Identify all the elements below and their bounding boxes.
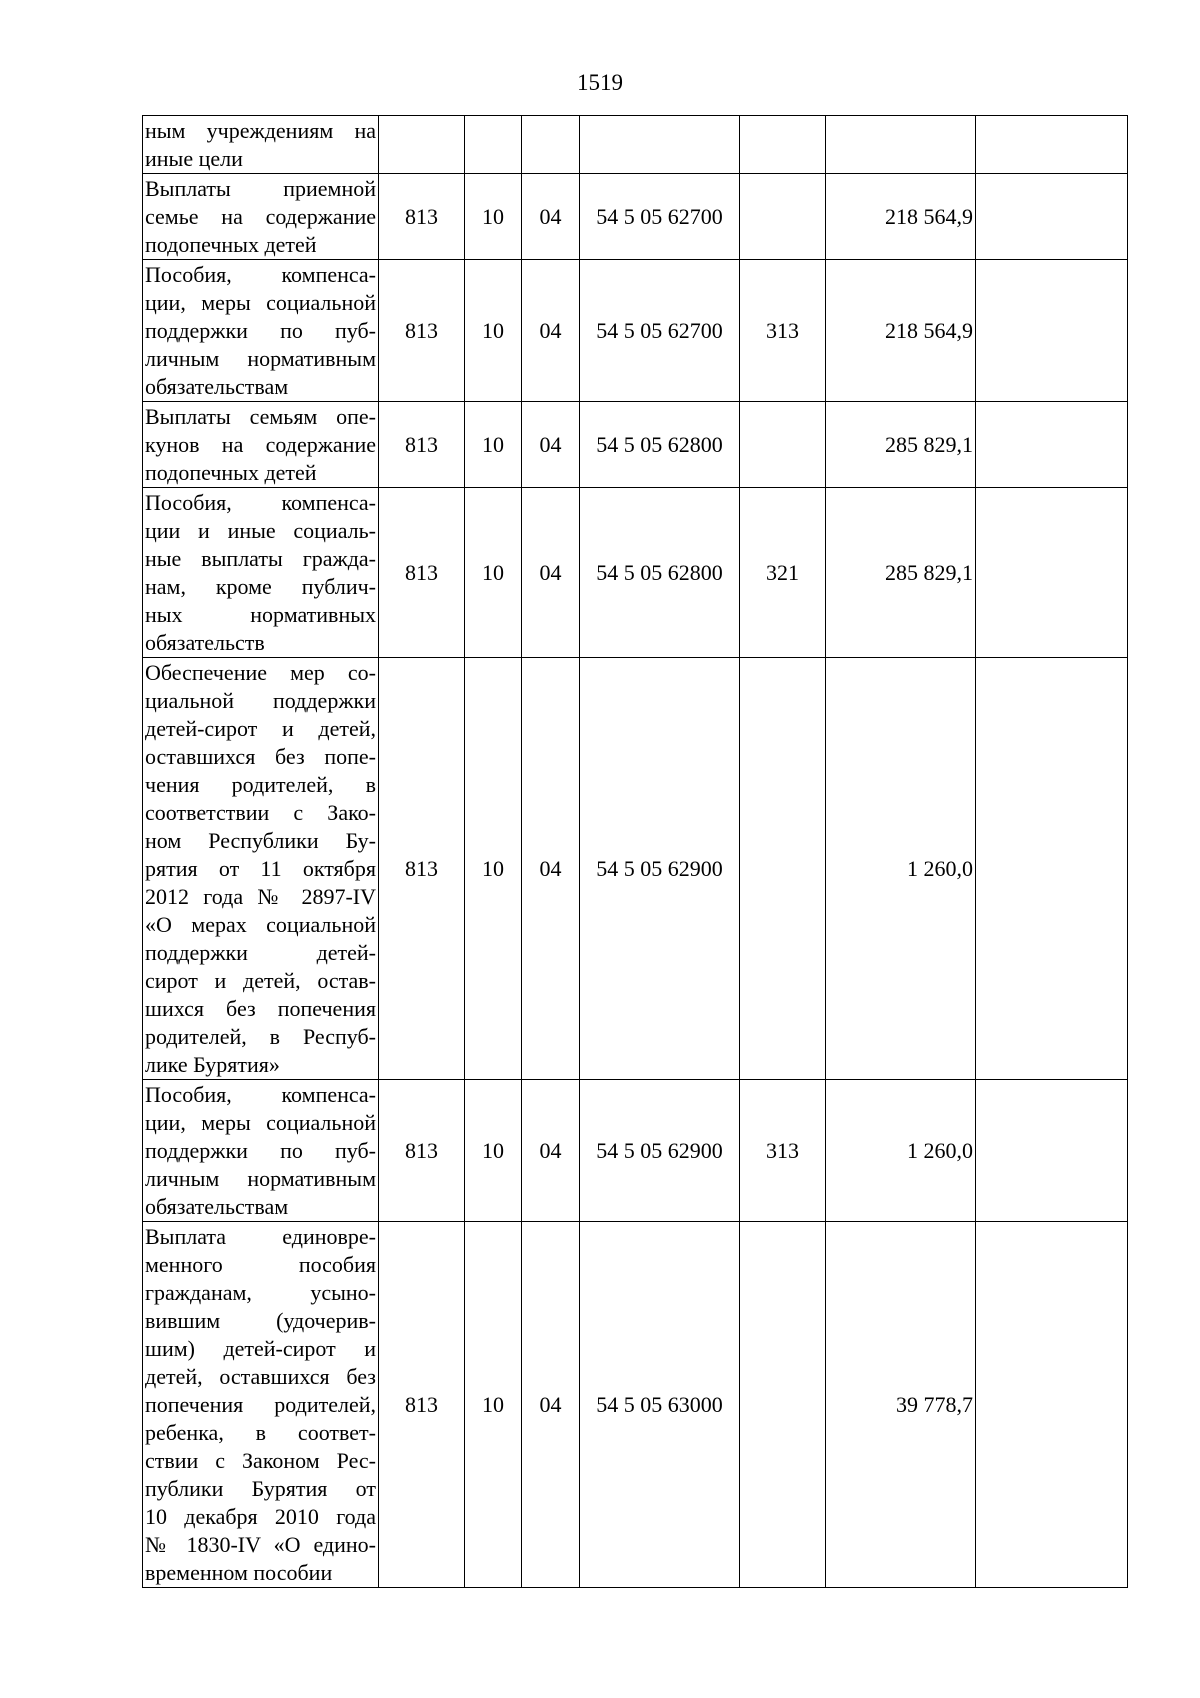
description-line: ствии с Законом Рес-: [145, 1447, 376, 1473]
description-line: поддержки детей-: [145, 939, 376, 965]
description-line: соответствии с Зако-: [145, 799, 376, 825]
target-article-code: 54 5 05 62800: [580, 402, 740, 488]
section-code: 10: [465, 260, 522, 402]
target-article-code: [580, 116, 740, 174]
description-line: детей-сирот и детей,: [145, 715, 376, 741]
description-line: подопечных детей: [145, 459, 317, 485]
table-row: [143, 658, 1128, 1080]
ministry-code: 813: [379, 488, 465, 658]
description-line: ции, меры социальной: [145, 1109, 376, 1135]
target-article-code: 54 5 05 62800: [580, 488, 740, 658]
description-line: иные цели: [145, 145, 243, 171]
subsection-code: 04: [522, 1080, 580, 1222]
expense-type-code: [740, 174, 826, 260]
extra-column: [976, 116, 1128, 174]
ministry-code: 813: [379, 1222, 465, 1588]
target-article-code: 54 5 05 62900: [580, 658, 740, 1080]
section-code: 10: [465, 1080, 522, 1222]
description-line: ном Республики Бу-: [145, 827, 376, 853]
description-line: Обеспечение мер со-: [145, 659, 376, 685]
page-number: 1519: [577, 70, 623, 95]
extra-column: [976, 658, 1128, 1080]
row-description: [143, 1222, 379, 1588]
description-line: поддержки по пуб-: [145, 1137, 376, 1163]
description-line: подопечных детей: [145, 231, 317, 257]
table-row: [143, 488, 1128, 658]
amount-value: 285 829,1: [826, 402, 976, 488]
description-line: вившим (удочерив-: [145, 1307, 376, 1333]
row-description: [143, 174, 379, 260]
table-row: [143, 402, 1128, 488]
row-description: [143, 402, 379, 488]
description-line: семье на содержание: [145, 203, 376, 229]
description-line: чения родителей, в: [145, 771, 376, 797]
amount-value: 1 260,0: [826, 658, 976, 1080]
expense-type-code: [740, 1222, 826, 1588]
table-row: [143, 116, 1128, 174]
description-line: «О мерах социальной: [145, 911, 376, 937]
extra-column: [976, 1080, 1128, 1222]
subsection-code: 04: [522, 402, 580, 488]
row-description: [143, 658, 379, 1080]
description-line: № 1830-IV «О едино-: [145, 1531, 376, 1557]
description-line: Пособия, компенса-: [145, 1081, 376, 1107]
description-line: личным нормативным: [145, 1165, 376, 1191]
extra-column: [976, 402, 1128, 488]
description-line: сирот и детей, остав-: [145, 967, 376, 993]
table-body: [143, 116, 1128, 1588]
description-line: менного пособия: [145, 1251, 376, 1277]
ministry-code: 813: [379, 174, 465, 260]
description-line: кунов на содержание: [145, 431, 376, 457]
extra-column: [976, 260, 1128, 402]
target-article-code: 54 5 05 62700: [580, 260, 740, 402]
ministry-code: 813: [379, 658, 465, 1080]
description-line: гражданам, усыно-: [145, 1279, 376, 1305]
extra-column: [976, 488, 1128, 658]
section-code: [465, 116, 522, 174]
table-row: [143, 1080, 1128, 1222]
expense-type-code: 321: [740, 488, 826, 658]
description-line: Выплаты семьям опе-: [145, 403, 376, 429]
target-article-code: 54 5 05 62900: [580, 1080, 740, 1222]
amount-value: 39 778,7: [826, 1222, 976, 1588]
description-line: нам, кроме публич-: [145, 573, 376, 599]
description-line: обязательствам: [145, 373, 289, 399]
amount-value: 218 564,9: [826, 174, 976, 260]
description-line: шим) детей-сирот и: [145, 1335, 376, 1361]
subsection-code: 04: [522, 658, 580, 1080]
amount-value: [826, 116, 976, 174]
row-description: [143, 1080, 379, 1222]
description-line: Пособия, компенса-: [145, 489, 376, 515]
subsection-code: 04: [522, 260, 580, 402]
description-line: личным нормативным: [145, 345, 376, 371]
row-description: [143, 260, 379, 402]
description-line: ных нормативных: [145, 601, 376, 627]
description-line: родителей, в Респуб-: [145, 1023, 376, 1049]
target-article-code: 54 5 05 63000: [580, 1222, 740, 1588]
subsection-code: 04: [522, 1222, 580, 1588]
amount-value: 1 260,0: [826, 1080, 976, 1222]
extra-column: [976, 1222, 1128, 1588]
description-line: Выплата единовре-: [145, 1223, 376, 1249]
ministry-code: 813: [379, 260, 465, 402]
expense-type-code: 313: [740, 1080, 826, 1222]
description-line: временном пособии: [145, 1559, 333, 1585]
description-line: лике Бурятия»: [145, 1051, 280, 1077]
ministry-code: 813: [379, 1080, 465, 1222]
section-code: 10: [465, 488, 522, 658]
section-code: 10: [465, 658, 522, 1080]
description-line: ции, меры социальной: [145, 289, 376, 315]
table-row: [143, 1222, 1128, 1588]
description-line: ребенка, в соответ-: [145, 1419, 376, 1445]
description-line: рятия от 11 октября: [145, 855, 376, 881]
description-line: ные выплаты гражда-: [145, 545, 376, 571]
description-line: детей, оставшихся без: [145, 1363, 376, 1389]
description-line: шихся без попечения: [145, 995, 376, 1021]
amount-value: 285 829,1: [826, 488, 976, 658]
subsection-code: 04: [522, 488, 580, 658]
section-code: 10: [465, 1222, 522, 1588]
ministry-code: 813: [379, 402, 465, 488]
description-line: обязательств: [145, 629, 265, 655]
description-line: поддержки по пуб-: [145, 317, 376, 343]
description-line: ным учреждениям на: [145, 117, 376, 143]
subsection-code: [522, 116, 580, 174]
extra-column: [976, 174, 1128, 260]
amount-value: 218 564,9: [826, 260, 976, 402]
description-line: оставшихся без попе-: [145, 743, 376, 769]
budget-table: [142, 115, 1128, 1588]
section-code: 10: [465, 174, 522, 260]
description-line: 2012 года № 2897-IV: [145, 883, 376, 909]
expense-type-code: [740, 402, 826, 488]
row-description: [143, 488, 379, 658]
subsection-code: 04: [522, 174, 580, 260]
description-line: 10 декабря 2010 года: [145, 1503, 376, 1529]
description-line: обязательствам: [145, 1193, 289, 1219]
description-line: публики Бурятия от: [145, 1475, 376, 1501]
description-line: циальной поддержки: [145, 687, 376, 713]
expense-type-code: [740, 658, 826, 1080]
ministry-code: [379, 116, 465, 174]
description-line: ции и иные социаль-: [145, 517, 376, 543]
section-code: 10: [465, 402, 522, 488]
description-line: Пособия, компенса-: [145, 261, 376, 287]
description-line: Выплаты приемной: [145, 175, 376, 201]
description-line: попечения родителей,: [145, 1391, 376, 1417]
expense-type-code: [740, 116, 826, 174]
table-row: [143, 174, 1128, 260]
target-article-code: 54 5 05 62700: [580, 174, 740, 260]
table-row: [143, 260, 1128, 402]
expense-type-code: 313: [740, 260, 826, 402]
row-description: [143, 116, 379, 174]
